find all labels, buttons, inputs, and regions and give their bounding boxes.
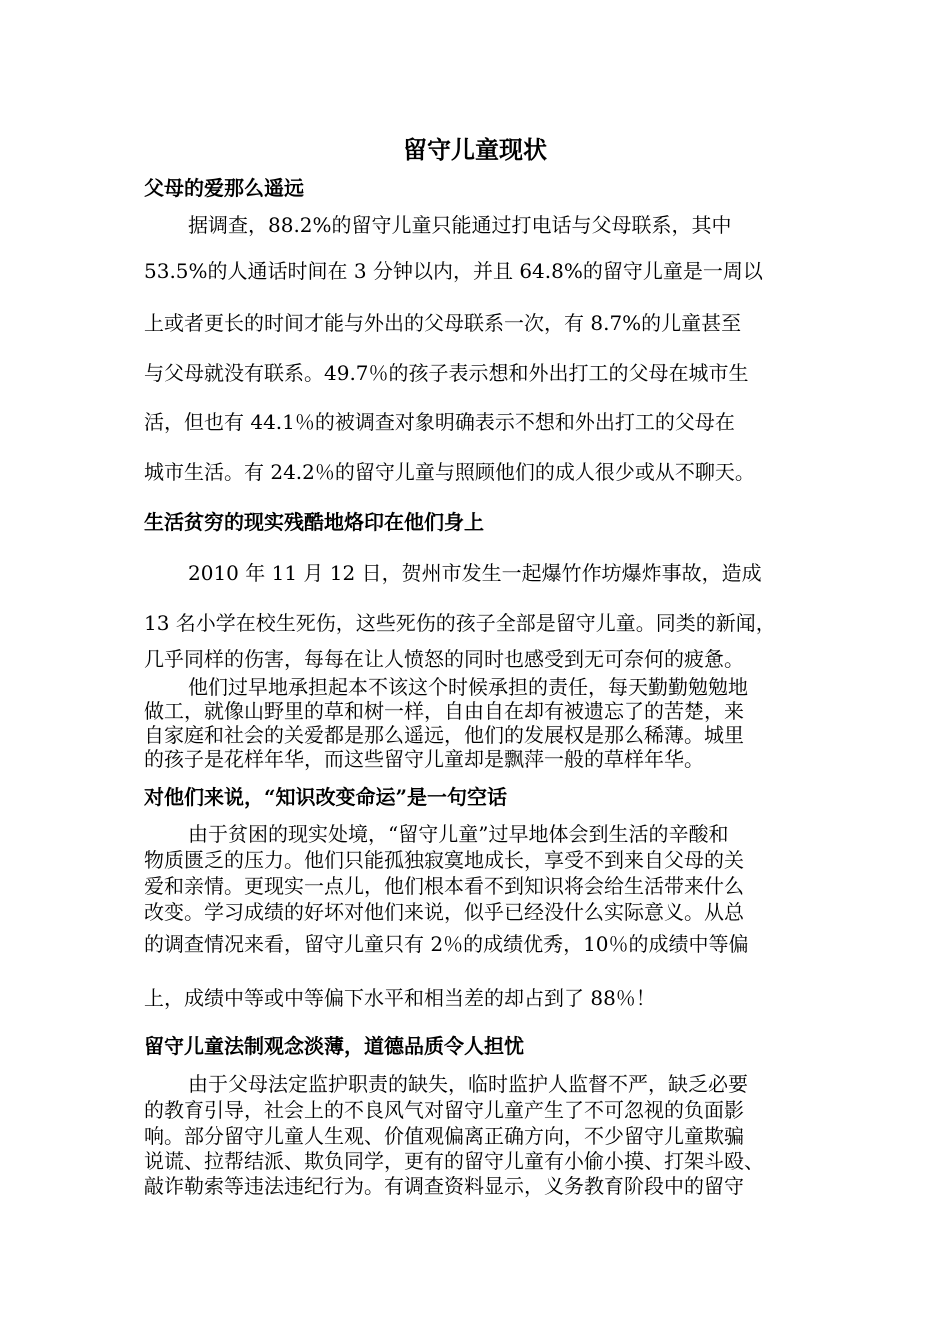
paragraph-line: 13 名小学在校生死伤，这些死伤的孩子全部是留守儿童。同类的新闻， [144, 611, 776, 635]
paragraph-line: 53.5%的人通话时间在 3 分钟以内，并且 64.8%的留守儿童是一周以 [144, 259, 763, 283]
section-heading: 对他们来说，“知识改变命运”是一句空话 [144, 785, 508, 809]
paragraph-line: 自家庭和社会的关爱都是那么遥远，他们的发展权是那么稀薄。城里 [144, 723, 744, 747]
paragraph-line: 由于贫困的现实处境，“留守儿童”过早地体会到生活的辛酸和 [188, 822, 729, 846]
paragraph-line: 的教育引导，社会上的不良风气对留守儿童产生了不可忽视的负面影 [144, 1098, 744, 1122]
paragraph-line: 敲诈勒索等违法违纪行为。有调查资料显示，义务教育阶段中的留守 [144, 1174, 744, 1198]
paragraph-line: 改变。学习成绩的好坏对他们来说，似乎已经没什么实际意义。从总 [144, 900, 744, 924]
paragraph-line: 爱和亲情。更现实一点儿，他们根本看不到知识将会给生活带来什么 [144, 874, 744, 898]
paragraph-line: 上，成绩中等或中等偏下水平和相当差的却占到了 88％！ [144, 986, 656, 1010]
paragraph-line: 响。部分留守儿童人生观、价值观偏离正确方向，不少留守儿童欺骗 [144, 1124, 744, 1148]
section-heading: 父母的爱那么遥远 [144, 176, 304, 200]
section-heading: 生活贫穷的现实残酷地烙印在他们身上 [144, 510, 484, 534]
page-title: 留守儿童现状 [403, 135, 547, 164]
section-heading: 留守儿童法制观念淡薄，道德品质令人担忧 [144, 1034, 524, 1058]
paragraph-line: 上或者更长的时间才能与外出的父母联系一次，有 8.7%的儿童甚至 [144, 311, 742, 335]
paragraph-line: 活，但也有 44.1％的被调查对象明确表示不想和外出打工的父母在 [144, 410, 735, 434]
paragraph-line: 物质匮乏的压力。他们只能孤独寂寞地成长，享受不到来自父母的关 [144, 848, 744, 872]
paragraph-line: 与父母就没有联系。49.7％的孩子表示想和外出打工的父母在城市生 [144, 361, 749, 385]
paragraph-line: 的孩子是花样年华，而这些留守儿童却是飘萍一般的草样年华。 [144, 747, 704, 771]
paragraph-line: 他们过早地承担起本不该这个时候承担的责任，每天勤勤勉勉地 [188, 675, 748, 699]
paragraph-line: 据调查，88.2%的留守儿童只能通过打电话与父母联系，其中 [188, 213, 732, 237]
paragraph-line: 城市生活。有 24.2％的留守儿童与照顾他们的成人很少或从不聊天。 [144, 460, 755, 484]
paragraph-line: 2010 年 11 月 12 日，贺州市发生一起爆竹作坊爆炸事故，造成 [188, 561, 762, 585]
paragraph-line: 由于父母法定监护职责的缺失，临时监护人监督不严，缺乏必要 [188, 1072, 748, 1096]
paragraph-line: 说谎、拉帮结派、欺负同学，更有的留守儿童有小偷小摸、打架斗殴、 [144, 1149, 764, 1173]
paragraph-line: 的调查情况来看，留守儿童只有 2％的成绩优秀，10％的成绩中等偏 [144, 932, 749, 956]
paragraph-line: 几乎同样的伤害，每每在让人愤怒的同时也感受到无可奈何的疲惫。 [144, 647, 744, 671]
paragraph-line: 做工，就像山野里的草和树一样，自由自在却有被遗忘了的苦楚，来 [144, 699, 744, 723]
